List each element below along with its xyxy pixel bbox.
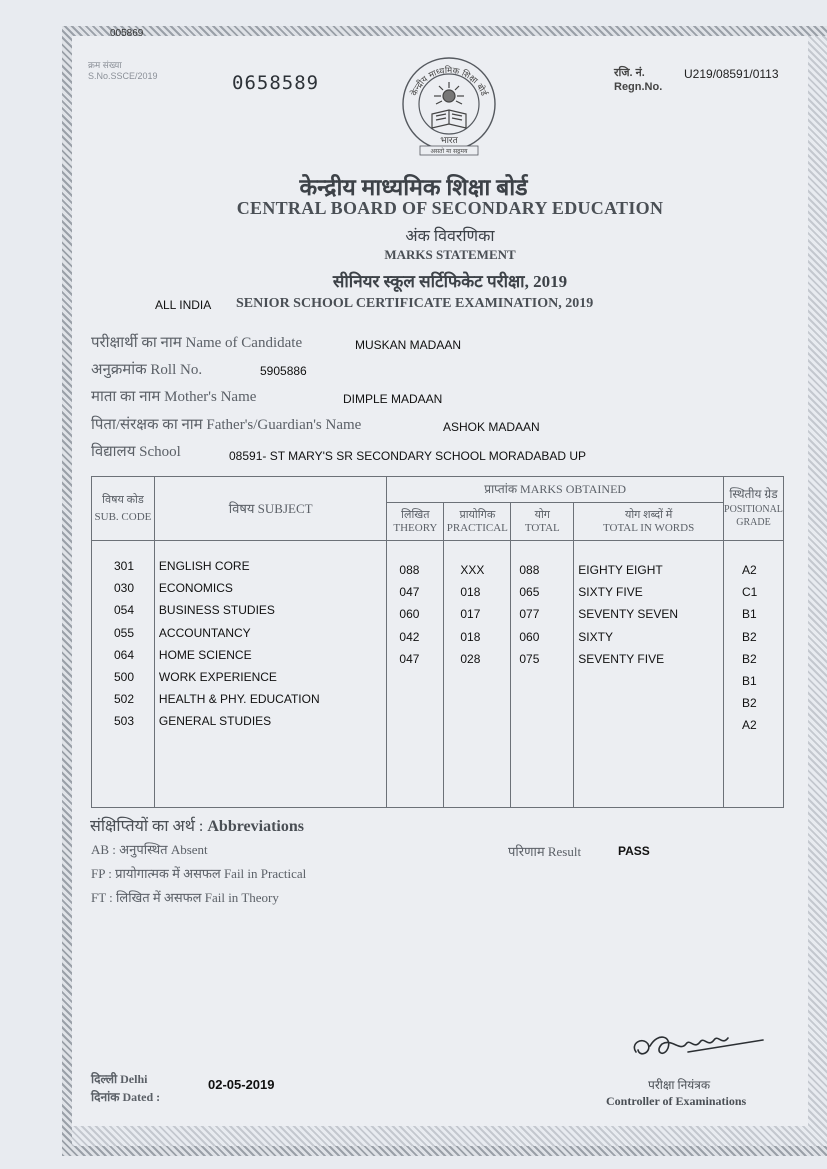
- sub-code-header: विषय कोड SUB. CODE: [92, 477, 155, 541]
- practical-header: प्रायोगिक PRACTICAL: [444, 503, 511, 541]
- top-number: 005869: [110, 28, 144, 39]
- total-in-words: EIGHTY EIGHT: [578, 563, 663, 577]
- roll-number-label: अनुक्रमांक Roll No.: [91, 362, 203, 378]
- subject-name: ENGLISH CORE: [158, 559, 250, 573]
- total-in-words: SIXTY: [578, 630, 613, 644]
- serial-number: 0658589: [232, 72, 320, 94]
- sub-code: 054: [114, 603, 135, 617]
- practical-column: [444, 541, 511, 808]
- grade-column: [723, 541, 783, 808]
- roll-number: 5905886: [260, 364, 307, 378]
- positional-grade: B1: [741, 607, 757, 621]
- cbse-logo-emblem: [398, 52, 500, 156]
- theory-marks: 088: [399, 563, 420, 577]
- sub-code: 502: [114, 692, 135, 706]
- exam-name-hindi: सीनियर स्कूल सर्टिफिकेट परीक्षा, 2019: [332, 272, 568, 291]
- practical-marks: 028: [460, 652, 481, 666]
- theory-marks: 047: [399, 585, 420, 599]
- total-in-words-header: योग शब्दों में TOTAL IN WORDS: [574, 503, 724, 541]
- school-name: 08591- ST MARY'S SR SECONDARY SCHOOL MORADABAD UP: [229, 449, 587, 463]
- issue-date: 02-05-2019: [208, 1077, 275, 1092]
- controller-title-english: Controller of Examinations: [606, 1094, 747, 1108]
- serial-label-english: S.No.SSCE/2019: [88, 71, 158, 81]
- subject-name: HEALTH & PHY. EDUCATION: [158, 692, 320, 706]
- theory-header: लिखित THEORY: [387, 503, 444, 541]
- logo-ring-text: केन्द्रीय माध्यमिक शिक्षा बोर्ड: [409, 65, 489, 98]
- controller-title-hindi: परीक्षा नियंत्रक: [648, 1078, 711, 1092]
- subject-name: BUSINESS STUDIES: [158, 603, 275, 617]
- total-column: [511, 541, 574, 808]
- sub-code-column: [92, 541, 155, 808]
- total-marks: 065: [519, 585, 540, 599]
- positional-grade: A2: [741, 563, 757, 577]
- subject-name: ECONOMICS: [158, 581, 233, 595]
- logo-bottom-text: भारत: [440, 136, 458, 146]
- result-value: PASS: [618, 844, 650, 858]
- subject-name: GENERAL STUDIES: [158, 714, 272, 728]
- board-name-hindi: केन्द्रीय माध्यमिक शिक्षा बोर्ड: [299, 175, 528, 200]
- board-name-english: CENTRAL BOARD OF SECONDARY EDUCATION: [236, 198, 664, 218]
- total-in-words: SIXTY FIVE: [578, 585, 643, 599]
- marks-statement-english: MARKS STATEMENT: [384, 247, 516, 262]
- place-and-date-label: दिल्ली Delhi दिनांक Dated :: [91, 1072, 161, 1104]
- subject-column: [154, 541, 387, 808]
- logo-motto: असतो मा सद्गमय: [430, 148, 468, 155]
- subject-name: WORK EXPERIENCE: [158, 670, 277, 684]
- subject-name: ACCOUNTANCY: [158, 626, 251, 640]
- positional-grade-header: स्थितीय ग्रेड POSITIONAL GRADE: [723, 477, 783, 541]
- theory-marks: 060: [399, 607, 420, 621]
- registration-number: U219/08591/0113: [684, 67, 779, 81]
- book-icon: [432, 110, 466, 128]
- positional-grade: B2: [741, 630, 757, 644]
- total-marks: 075: [519, 652, 540, 666]
- candidate-name-label: परीक्षार्थी का नाम Name of Candidate: [91, 335, 303, 351]
- sub-code: 301: [114, 559, 135, 573]
- registration-label: [614, 66, 662, 94]
- marks-obtained-header: प्राप्तांक MARKS OBTAINED: [387, 477, 724, 503]
- positional-grade: B1: [741, 674, 757, 688]
- abbreviations-title: संक्षिप्तियों का अर्थ : Abbreviations: [90, 818, 304, 835]
- total-marks: 088: [519, 563, 540, 577]
- sun-rays-icon: [434, 82, 464, 104]
- sub-code: 500: [114, 670, 135, 684]
- theory-marks: 047: [399, 652, 420, 666]
- result-label: परिणाम Result: [508, 844, 582, 859]
- sub-code: 503: [114, 714, 135, 728]
- practical-marks: 018: [460, 585, 481, 599]
- sub-code: 064: [114, 648, 135, 662]
- practical-marks: 017: [460, 607, 481, 621]
- positional-grade: C1: [741, 585, 758, 599]
- candidate-name: MUSKAN MADAAN: [355, 338, 462, 352]
- abbr-fail-theory: FT : लिखित में असफल Fail in Theory: [91, 890, 279, 905]
- abbr-fail-practical: FP : प्रायोगात्मक में असफल Fail in Practical: [91, 866, 307, 881]
- mother-name-label: माता का नाम Mother's Name: [91, 389, 257, 405]
- theory-column: [387, 541, 444, 808]
- serial-label-hindi: क्रम संख्या: [88, 60, 122, 70]
- total-header: योग TOTAL: [511, 503, 574, 541]
- subject-name: HOME SCIENCE: [158, 648, 252, 662]
- practical-marks: 018: [460, 630, 481, 644]
- positional-grade: B2: [741, 652, 757, 666]
- school-label: विद्यालय School: [91, 444, 181, 460]
- marks-statement-hindi: अंक विवरणिका: [405, 228, 495, 245]
- serial-number-label: [88, 60, 158, 82]
- total-marks: 060: [519, 630, 540, 644]
- all-india-label: ALL INDIA: [155, 298, 212, 312]
- total-in-words: SEVENTY SEVEN: [578, 607, 679, 621]
- total-marks: 077: [519, 607, 540, 621]
- father-name: ASHOK MADAAN: [443, 420, 540, 434]
- mother-name: DIMPLE MADAAN: [343, 392, 443, 406]
- sub-code: 030: [114, 581, 135, 595]
- positional-grade: A2: [741, 718, 757, 732]
- marks-table: [91, 476, 784, 808]
- subject-header: विषय SUBJECT: [154, 477, 387, 541]
- sub-code: 055: [114, 626, 135, 640]
- positional-grade: B2: [741, 696, 757, 710]
- theory-marks: 042: [399, 630, 420, 644]
- total-in-words-column: [574, 541, 724, 808]
- abbr-absent: AB : अनुपस्थित Absent: [91, 842, 208, 857]
- exam-name-english: SENIOR SCHOOL CERTIFICATE EXAMINATION, 2019: [236, 296, 594, 311]
- controller-signature: [628, 1022, 768, 1072]
- practical-marks: XXX: [460, 563, 485, 577]
- regn-label-english: Regn.No.: [614, 81, 663, 93]
- total-in-words: SEVENTY FIVE: [578, 652, 665, 666]
- father-name-label: पिता/संरक्षक का नाम Father's/Guardian's Name: [91, 417, 362, 433]
- regn-label-hindi: रजि. नं.: [614, 67, 645, 79]
